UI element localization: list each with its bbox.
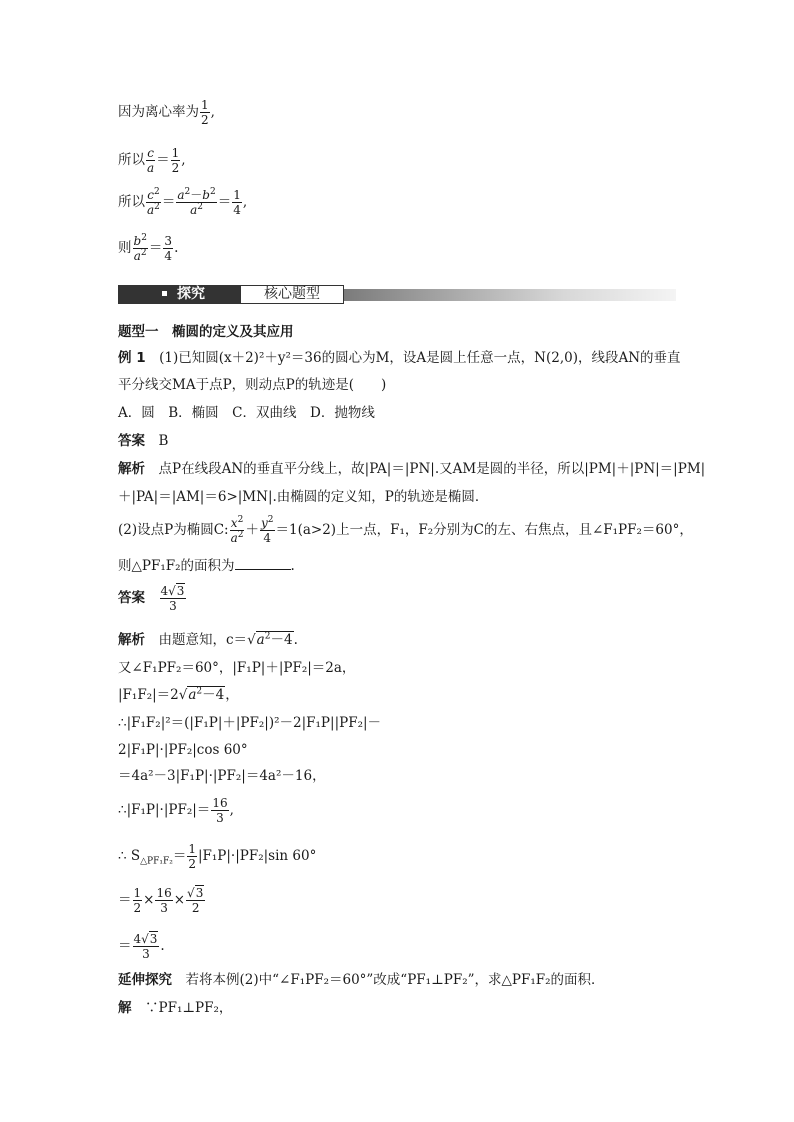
section-header-bar [118, 283, 676, 305]
intro-line-4: 则 $\frac{b^2}{a^2}$ ＝ $\frac{3}{4}$ . [118, 233, 179, 263]
fraction: $\frac{c^2}{a^2}$ [147, 187, 160, 217]
fraction: $\frac{x^2}{a^2}$ [230, 515, 244, 545]
fraction: $\frac{1}{2}$ [188, 842, 196, 871]
type-title: 题型一 椭圆的定义及其应用 [118, 324, 294, 340]
fraction: $\frac{4√3}{3}$ [133, 932, 158, 961]
step-8: ＝ $\frac{1}{2}$ × $\frac{16}{3}$ × $\frac{√3}{2}$ [118, 886, 204, 915]
answer-label: 答案 [118, 433, 145, 449]
answer-line-2 [118, 584, 187, 613]
q1-text-1: (1)已知圆(x＋2)²＋y²＝36的圆心为M，设A是圆上任意一点，N(2,0)，线段AN的垂直 [159, 350, 681, 366]
solution-line [118, 998, 232, 1018]
step9-text: ＝ [118, 938, 132, 954]
intro-text-2: 所以 [118, 152, 145, 168]
step7-sub: △PF₁F₂ [140, 856, 173, 867]
fraction: $\frac{1}{2}$ [201, 98, 209, 127]
section-label-left: 探究 [118, 285, 240, 304]
options-line: A．圆 B．椭圆 C．双曲线 D．抛物线 [118, 405, 375, 421]
extension-line [118, 970, 605, 990]
extension-label: 延伸探究 [118, 972, 172, 988]
fraction: $\frac{3}{4}$ [164, 234, 173, 263]
solution-label: 解 [118, 1000, 132, 1016]
analysis-label: 解析 [118, 632, 145, 648]
fraction: $\frac{1}{2}$ [171, 146, 180, 175]
analysis1-line2: ＋|PA|＝|AM|＝6>|MN|.由椭圆的定义知，P的轨迹是椭圆． [118, 489, 489, 505]
intro-text-3: 所以 [118, 194, 145, 210]
intro-line-1: 因为离心率为 $\frac{1}{2}$ , [118, 98, 215, 127]
analysis2-text: 由题意知，c＝ [158, 632, 248, 648]
step-1: 又∠F₁PF₂＝60°，|F₁P|＋|PF₂|＝2a， [118, 660, 356, 676]
q2-text-2: 则△PF₁F₂的面积为 [118, 558, 235, 574]
intro-text-1: 因为离心率为 [118, 104, 199, 120]
analysis2-line: 解析 由题意知，$c=√a^2-4$. [118, 631, 298, 648]
fraction: $\frac{b^2}{a^2}$ [133, 233, 147, 263]
answer-label: 答案 [118, 590, 145, 606]
analysis-label: 解析 [118, 461, 145, 477]
extension-text: 若将本例(2)中“∠F₁PF₂＝60°”改成“PF₁⊥PF₂”，求△PF₁F₂的面积． [185, 972, 605, 988]
step-9: ＝ $\frac{4√3}{3}$ . [118, 932, 165, 961]
fraction: $\frac{16}{3}$ [156, 886, 172, 915]
example-q1-line2: 平分线交MA于点P，则动点P的轨迹是( ) [118, 377, 387, 393]
q2-line2: 则△PF₁F₂的面积为 . [118, 558, 295, 574]
intro-line-3: 所以 $\frac{c^2}{a^2}$ ＝ $\frac{a^2-b^2}{a^2}$ ＝ $\frac{1}{4}$ , [118, 187, 248, 217]
q2-text-post: ＝1(a>2)上一点，F₁，F₂分别为C的左、右焦点，且∠F₁PF₂＝60°， [275, 522, 693, 538]
step-3: ∴|F₁F₂|²＝(|F₁P|＋|PF₂|)²－2|F₁P||PF₂|－ [118, 715, 382, 731]
step-7: ∴ $S_{\triangle PF_1F_2}=$ $\frac{1}{2}$ |F₁P|·|PF₂|sin 60° [118, 842, 317, 871]
step-4: 2|F₁P|·|PF₂|cos 60° [118, 742, 248, 758]
step7-post: |F₁P|·|PF₂|sin 60° [197, 848, 317, 864]
fraction: $\frac{1}{4}$ [233, 188, 241, 217]
step-6: ∴|F₁P|·|PF₂|＝ $\frac{16}{3}$ , [118, 796, 234, 825]
step7-text: ∴ S [118, 848, 141, 864]
fraction: $\frac{1}{2}$ [133, 886, 142, 915]
answer-value: B [158, 433, 169, 449]
step6-text: ∴|F₁P|·|PF₂|＝ [118, 802, 211, 818]
q2-line1: (2)设点P为椭圆C: $\frac{x^2}{a^2}$ ＋ $\frac{y^2}{4}$ ＝1(a>2)上一点，F₁，F₂分别为C的左、右焦点，且∠F₁PF₂＝60°， [118, 515, 693, 545]
fraction: $\frac{√3}{2}$ [187, 886, 204, 915]
step8-text: ＝ [118, 892, 132, 908]
q2-text-pre: (2)设点P为椭圆C: [118, 522, 229, 538]
analysis1-text: 点P在线段AN的垂直平分线上，故|PA|＝|PN|.又AM是圆的半径，所以|PM|＋|PN|＝|PM| [158, 461, 706, 477]
section-label-right: 核心题型 [240, 285, 344, 304]
intro-text-4: 则 [118, 240, 132, 256]
fraction: $\frac{c}{a}$ [147, 146, 155, 175]
analysis1-line1 [118, 459, 705, 479]
fraction: $\frac{a^2-b^2}{a^2}$ [177, 187, 216, 217]
square-bullet-icon [162, 291, 167, 296]
fraction: $\frac{4√3}{3}$ [160, 584, 185, 613]
answer-blank [235, 557, 291, 570]
solution-text: ∵PF₁⊥PF₂， [145, 1000, 233, 1016]
step-2: $|F_1F_2|=2√a^2-4$， [118, 686, 239, 703]
step2-text: |F₁F₂|＝2 [118, 687, 179, 703]
example-label: 例 1 [118, 350, 146, 366]
fraction: $\frac{16}{3}$ [212, 796, 228, 825]
answer-line-1 [118, 431, 168, 451]
intro-line-2: 所以 $\frac{c}{a}$ ＝ $\frac{1}{2}$ , [118, 146, 186, 175]
example-q1-line1 [118, 348, 681, 368]
step-5: ＝4a²－3|F₁P|·|PF₂|＝4a²－16， [118, 768, 326, 784]
fraction: $\frac{y^2}{4}$ [260, 515, 274, 545]
